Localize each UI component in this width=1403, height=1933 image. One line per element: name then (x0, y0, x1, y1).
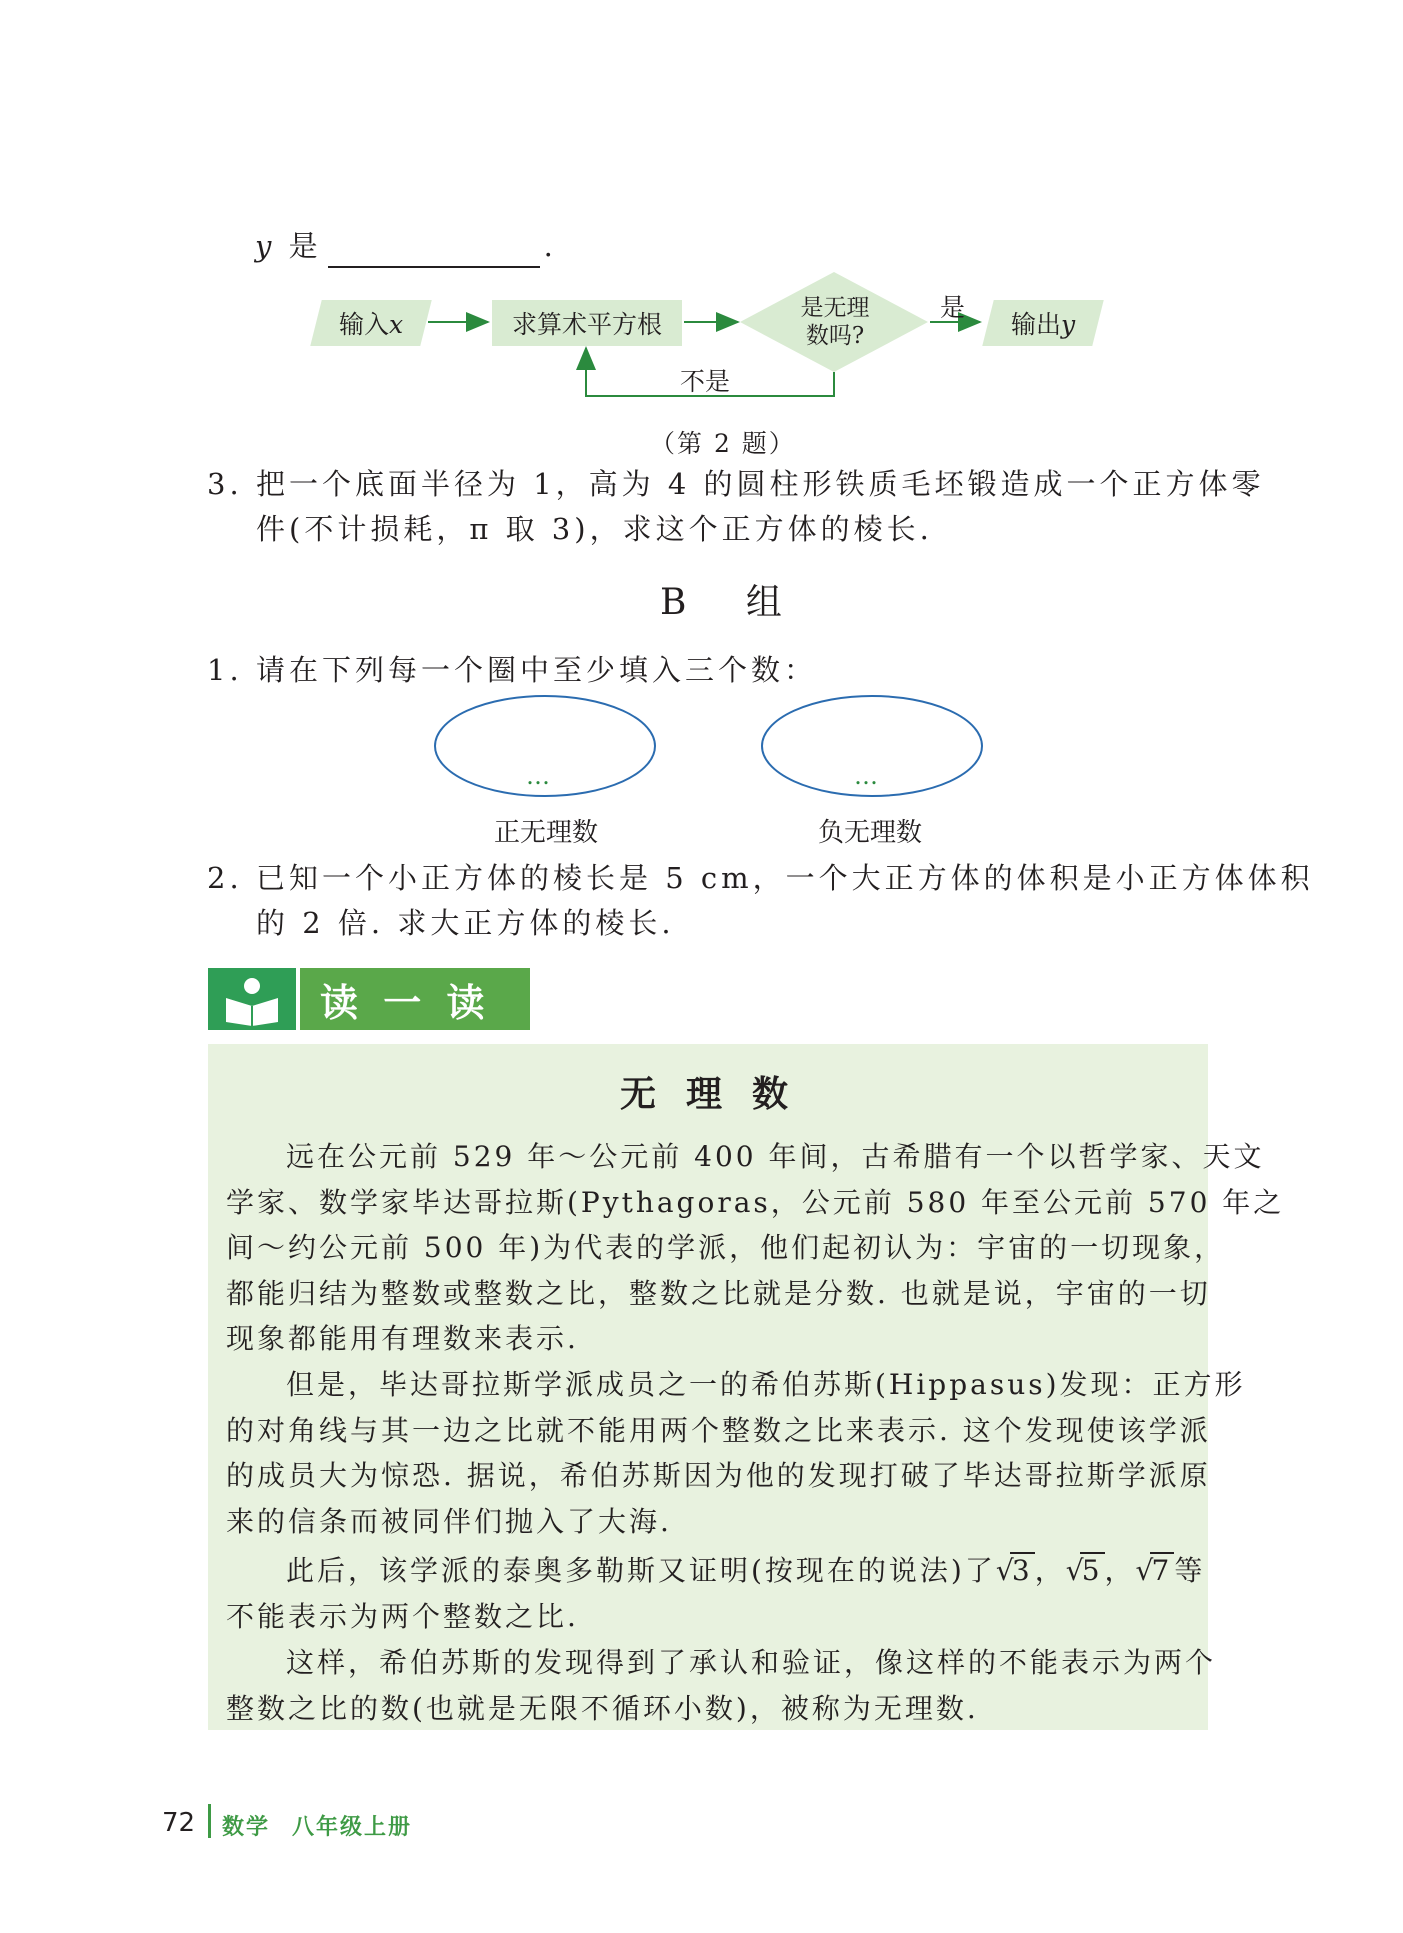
yes-label: 是 (940, 293, 966, 322)
p4-line: 整数之比的数(也就是无限不循环小数)，被称为无理数. (226, 1691, 979, 1725)
p2-line: 的成员大为惊恐. 据说，希伯苏斯因为他的发现打破了毕达哥拉斯学派原 (226, 1459, 1211, 1492)
flowchart-connectors (0, 0, 1403, 420)
figure-caption: （第 2 题） (650, 429, 796, 458)
decision-line1: 是无理 (800, 295, 870, 321)
process-node (492, 300, 682, 346)
b2-line2: 的 2 倍. 求大正方体的棱长. (256, 906, 675, 940)
label-negative-irrational: 负无理数 (818, 818, 923, 848)
footer-divider (208, 1804, 211, 1838)
footer-grade: 八年级上册 (292, 1815, 413, 1840)
b1-text: 请在下列每一个圈中至少填入三个数： (256, 653, 818, 687)
y-is-text: 是 (288, 229, 322, 263)
decision-line2: 数吗? (805, 323, 865, 349)
sqrt-7: √ 7 (1135, 1554, 1173, 1587)
p3-before: 此后，该学派的泰奥多勒斯又证明(按现在的说法)了 (286, 1554, 996, 1587)
b2-line1: 已知一个小正方体的棱长是 5 cm，一个大正方体的体积是小正方体体积 (256, 861, 1314, 895)
b1-number: 1. (207, 653, 243, 687)
p1-line: 都能归结为整数或整数之比，整数之比就是分数. 也就是说，宇宙的一切 (226, 1276, 1211, 1310)
read-paragraph-1 (226, 1134, 1284, 1362)
circles-figure (0, 690, 1403, 810)
p1-line: 学家、数学家毕达哥拉斯(Pythagoras，公元前 580 年至公元前 570 年之 (226, 1185, 1285, 1219)
p2-line: 的对角线与其一边之比就不能用两个整数之比来表示. 这个发现使该学派 (226, 1413, 1211, 1447)
read-banner-icon-box (208, 968, 296, 1030)
p1-line: 间～约公元前 500 年)为代表的学派，他们起初认为：宇宙的一切现象， (226, 1231, 1226, 1264)
group-b-heading: B 组 (660, 582, 806, 623)
read-paragraph-2 (226, 1362, 1246, 1544)
b2-number: 2. (207, 861, 243, 895)
read-title: 无理数 (620, 1074, 819, 1115)
flowchart (0, 0, 1403, 420)
p3-line1: 此后，该学派的泰奥多勒斯又证明(按现在的说法)了 √ 3， √ 5， √ 7等 (226, 1548, 1205, 1594)
p3-line2: 不能表示为两个整数之比. (226, 1599, 579, 1633)
p2-line: 来的信条而被同伴们抛入了大海. (226, 1504, 672, 1538)
ellipsis-right: … (854, 762, 878, 790)
p3-after: 等 (1174, 1554, 1206, 1587)
sqrt-5: √ 5 (1065, 1554, 1103, 1587)
label-positive-irrational: 正无理数 (494, 818, 599, 848)
output-var: y (1060, 310, 1076, 339)
p2-line: 但是，毕达哥拉斯学派成员之一的希伯苏斯(Hippasus)发现：正方形 (286, 1368, 1246, 1401)
output-node (982, 300, 1103, 346)
read-paragraph-3 (226, 1548, 1205, 1639)
no-label: 不是 (680, 367, 731, 396)
footer-subject: 数学 (222, 1815, 271, 1840)
ellipsis-left: … (526, 762, 550, 790)
input-node (310, 300, 431, 346)
p1-line: 远在公元前 529 年～公元前 400 年间，古希腊有一个以哲学家、天文 (286, 1140, 1265, 1173)
reading-person-icon (208, 968, 296, 1030)
q3-line1: 把一个底面半径为 1，高为 4 的圆柱形铁质毛坯锻造成一个正方体零 (256, 467, 1265, 501)
y-variable: y (255, 229, 276, 263)
process-label: 求算术平方根 (511, 310, 662, 339)
input-label: 输入 (338, 310, 389, 339)
p4-line: 这样，希伯苏斯的发现得到了承认和验证，像这样的不能表示为两个 (286, 1646, 1217, 1679)
read-banner-title: 读 一 读 (300, 968, 530, 1030)
p1-line: 现象都能用有理数来表示. (226, 1322, 579, 1355)
read-paragraph-4 (226, 1640, 1216, 1731)
output-label: 输出 (1010, 310, 1061, 339)
q3-number: 3. (207, 467, 243, 501)
page-number: 72 (162, 1808, 196, 1838)
decision-node (770, 290, 900, 354)
end-punct: . (543, 229, 557, 263)
input-var: x (388, 310, 404, 339)
q3-line2: 件(不计损耗，π 取 3)，求这个正方体的棱长. (256, 512, 933, 546)
sqrt-3: √ 3 (995, 1554, 1033, 1587)
